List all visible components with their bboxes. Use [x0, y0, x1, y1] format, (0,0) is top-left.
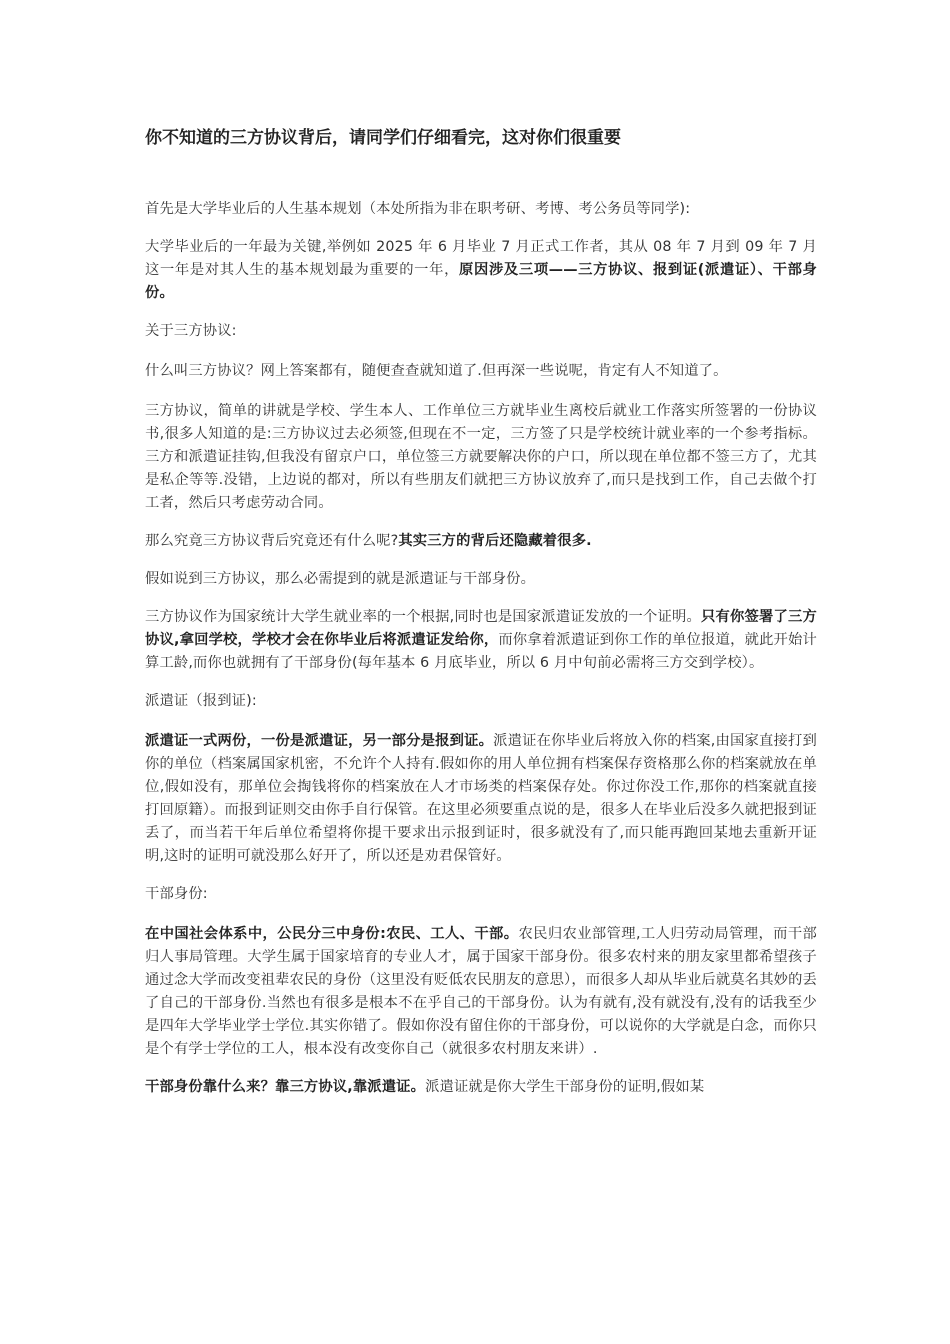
heading-three-party-agreement: 关于三方协议:: [145, 323, 237, 339]
document-body: [145, 198, 817, 1114]
paragraph-bold: 在中国社会体系中，公民分三中身份:农民、工人、干部。: [145, 926, 519, 942]
paragraph-cadre-source: [145, 1076, 817, 1099]
heading-cadre-status: 干部身份:: [145, 886, 208, 902]
paragraph-dispatch-and-cadre: 假如说到三方协议，那么必需提到的就是派遣证与干部身份。: [145, 571, 536, 587]
paragraph-cadre-status: [145, 923, 817, 1061]
paragraph-key-year: [145, 236, 817, 305]
paragraph-bold: 其实三方的背后还隐藏着很多.: [398, 533, 592, 549]
paragraph-hidden-meaning: [145, 530, 817, 553]
paragraph-bold: 原因涉及三项——三方协议、报到证(派遣证）、干部身份。: [145, 262, 817, 301]
paragraph-text: 三方协议作为国家统计大学生就业率的一个根据,同时也是国家派遣证发放的一个证明。: [145, 609, 702, 625]
paragraph-text: 大学毕业后的一年最为关键,举例如 2025 年 6 月毕业 7 月正式工作者，其从 08 年 7 月到 09 年 7 月这一年是对其人生的基本规划最为重要的一年，: [145, 239, 817, 278]
paragraph-text: 派遣证在你毕业后将放入你的档案,由国家直接打到你的单位（档案属国家机密，不允许个人持有.假如你的用人单位拥有档案保存资格那么你的档案就放在单位,假如没有，那单位会掏钱将你的档案放在人才市场类的档案保存处。你过你没工作,那你的档案就直接打回原籍）。而报到证则交由你手自行保管。在这里必须要重点说的是，很多人在毕业后没多久就把报到证丢了，而当若干年后单位希望将你提干要求出示报到证时，很多就没有了,而只能再跑回某地去重新开证明,这时的证明可就没那么好开了，所以还是劝君保管好。: [145, 733, 817, 864]
paragraph-bold: 干部身份靠什么来？靠三方协议,靠派遣证。: [145, 1079, 426, 1095]
heading-dispatch-certificate: 派遣证（报到证):: [145, 693, 257, 709]
document-title: 你不知道的三方协议背后，请同学们仔细看完，这对你们很重要: [145, 128, 621, 148]
paragraph-agreement-role: [145, 606, 817, 675]
paragraph-dispatch-certificate: [145, 730, 817, 868]
paragraph-bold: 派遣证一式两份，一份是派遣证，另一部分是报到证。: [145, 733, 494, 749]
paragraph-bold: 只有你签署了三方协议,拿回学校，学校才会在你毕业后将派遣证发给你，: [145, 609, 818, 648]
paragraph-text: 派遣证就是你大学生干部身份的证明,假如某: [425, 1079, 705, 1095]
paragraph-agreement-explained: 三方协议，简单的讲就是学校、学生本人、工作单位三方就毕业生离校后就业工作落实所签署的一份协议书,很多人知道的是:三方协议过去必须签,但现在不一定，三方签了只是学校统计就业率的一个参考指标。三方和派遣证挂钩,但我没有留京户口，单位签三方就要解决你的户口，所以现在单位都不签三方了，尤其是私企等等.没错，上边说的都对，所以有些朋友们就把三方协议放弃了,而只是找到工作，自己去做个打工者，然后只考虑劳动合同。: [145, 403, 817, 511]
paragraph-text: 那么究竟三方协议背后究竟还有什么呢?: [145, 533, 399, 549]
paragraph-text: 而你拿着派遣证到你工作的单位报道，就此开始计算工龄,而你也就拥有了干部身份(每年基本 6 月底毕业，所以 6 月中旬前必需将三方交到学校）。: [145, 632, 817, 671]
paragraph-text: 农民归农业部管理,工人归劳动局管理，而干部归人事局管理。大学生属于国家培育的专业人才，属于国家干部身份。很多农村来的朋友家里都希望孩子通过念大学而改变祖辈农民的身份（这里没有贬低农民朋友的意思），而很多人却从毕业后就莫名其妙的丢了自己的干部身份.当然也有很多是根本不在乎自己的干部身份。认为有就有,没有就没有,没有的话我至少是四年大学毕业学士学位.其实你错了。假如你没有留住你的干部身份，可以说你的大学就是白念，而你只是个有学士学位的工人，根本没有改变你自己（就很多农村朋友来讲）.: [145, 926, 817, 1057]
intro-paragraph: 首先是大学毕业后的人生基本规划（本处所指为非在职考研、考博、考公务员等同学):: [145, 201, 691, 217]
paragraph-what-is-agreement: 什么叫三方协议？网上答案都有，随便查查就知道了.但再深一些说呢，肯定有人不知道了。: [145, 363, 728, 379]
